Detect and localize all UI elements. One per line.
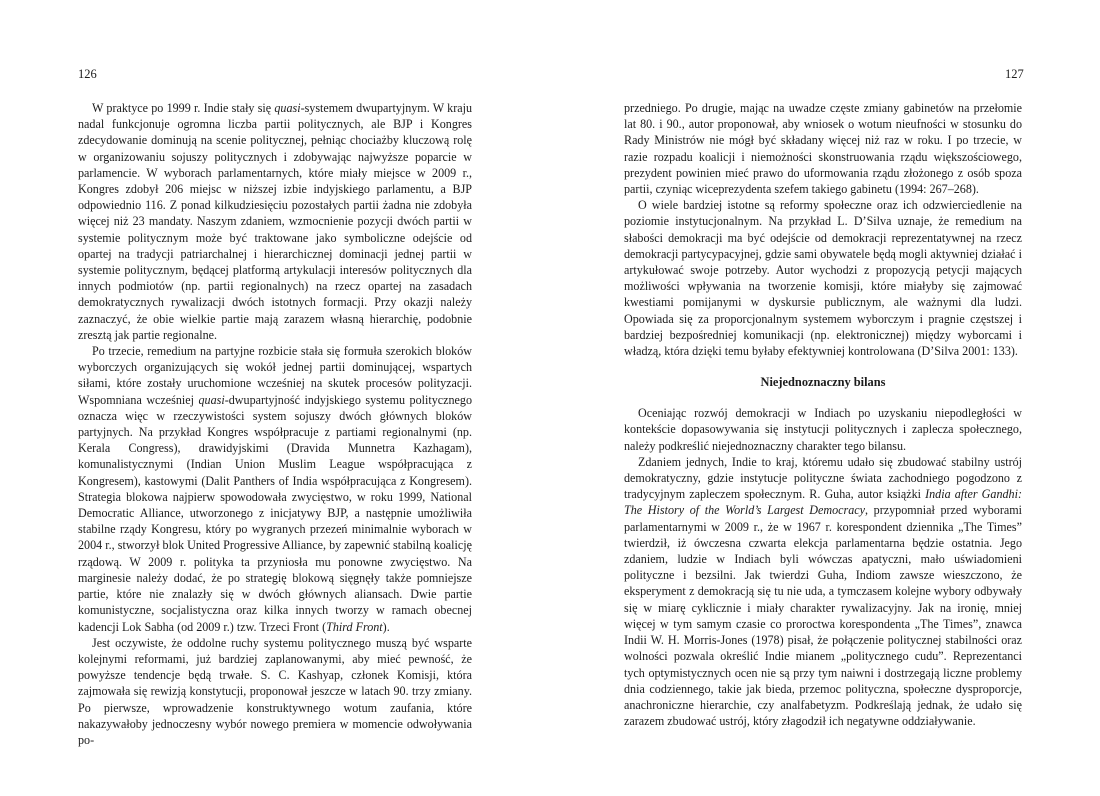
italic-phrase: India after Gandhi: The History of the World’s Largest Democracy bbox=[624, 487, 1022, 518]
paragraph: O wiele bardziej istotne są reformy społeczne oraz ich odzwierciedlenie na poziomie instytucjonalnym. Na przykład L. D’Silva uznaje, że remedium na słabości demokracji ma być odejście od demokracji reprezentatywnej na rzecz demokracji partycypacyjnej, gdzie sami obywatele będą mogli aktywniej działać i artykułować swoje potrzeby. Autor wychodzi z propozycją petycji mających możliwości wpływania na tworzenie komisji, które miałyby się zajmować kwestiami pomijanymi w dyskursie publicznym, ale ważnymi dla ludzi. Opowiada się za proporcjonalnym systemem wyborczym i pragnie częstszej i bardziej bezpośredniej komunikacji (np. elektronicznej) między wyborcami i władzą, która dzięki temu byłaby efektywniej kontrolowana (D’Silva 2001: 133). bbox=[624, 198, 1022, 359]
section-heading: Niejednoznaczny bilans bbox=[760, 375, 886, 390]
left-page-body bbox=[78, 100, 472, 748]
italic-phrase: Third Front bbox=[326, 619, 383, 634]
paragraph: W praktyce po 1999 r. Indie stały się quasi-systemem dwupartyjnym. W kraju nadal funkcjonuje ogromna liczba partii politycznych, ale BJP i Kongres zdecydowanie dominują na scenie politycznej, pełniąc chociażby kluczową rolę w organizowaniu sojuszy politycznych i zdobywając najwyższe poparcie w parlamencie. W wyborach parlamentarnych, które miały miejsce w 2009 r., Kongres zdobył 206 miejsc w niższej izbie indyjskiego parlamentu, a BJP odpowiednio 116. Z ponad kilkudziesięciu pozostałych partii żadna nie zdobyła więcej niż 23 mandaty. Naszym zdaniem, wzmocnienie pozycji dwóch partii w systemie politycznym może być traktowane jako symboliczne odejście od opartej na tradycji patriarchalnej i hierarchicznej dominacji jednej partii w systemie politycznym, będącej platformą artykulacji interesów politycznych dla innych podmiotów (np. partii regionalnych) na rzecz opartej na zasadach demokratycznych rywalizacji dwóch istotnych formacji. Przy okazji należy zaznaczyć, że obie wielkie partie mają zarazem własną hierarchię, podobnie zresztą jak partie regionalne. bbox=[78, 101, 472, 342]
page-number-right: 127 bbox=[1005, 67, 1024, 81]
paragraph: Po trzecie, remedium na partyjne rozbicie stała się formuła szerokich bloków wyborczych organizujących się wokół jednej partii dominującej, wspartych siłami, które zostały uruchomione wcześniej na skutek procesów polityzacji. Wspomniana wcześniej quasi-dwupartyjność indyjskiego systemu politycznego oznacza więc w rzeczywistości system sojuszy dwóch głównych bloków partyjnych. Na przykład Kongres współpracuje z partiami regionalnymi (np. Kerala Congress), drawidyjskimi (Dravida Munnetra Kazhagam), komunalistycznymi (Indian Union Muslim League współpracująca z Kongresem), kastowymi (Dalit Panthers of India współpracująca z Kongresem). Strategia blokowa najpierw spowodowała zwycięstwo, w roku 1999, National Democratic Alliance, utworzonego z inicjatywy BJP, a następnie umożliwiła stabilne rządy Kongresu, który po wygranych przezeń minimalnie wyborach w 2004 r., stworzył blok United Progressive Alliance, by zapewnić stabilną koalicję rządową. W 2009 r. polityka ta przyniosła mu ponowne zwycięstwo. Na marginesie należy dodać, że po strategię blokową sięgnęły także pomniejsze partie, które nie znalazły się w dwóch głównych aliansach. Dwie partie komunistyczne, socjalistyczna oraz kilka innych tworzy w ramach obecnej kadencji Lok Sabha (od 2009 r.) tzw. Trzeci Front (Third Front). bbox=[78, 344, 472, 634]
paragraph: Zdaniem jednych, Indie to kraj, któremu udało się zbudować stabilny ustrój demokratyczny, gdzie instytucje polityczne świata zachodniego pogodzono z tradycyjnym zapleczem społecznym. R. Guha, autor książki India after Gandhi: The History of the World’s Largest Democracy, przypomniał przed wyborami parlamentarnymi w 2009 r., że w 1967 r. korespondent dziennika „The Times” twierdził, iż ówczesna czwarta elekcja parlamentarna będzie ostatnia. Jego zdaniem, ludzie w Indiach byli wówczas apatyczni, mało uświadomieni polityczne i bezsilni. Jak twierdzi Guha, Indiom zawsze wieszczono, że eksperyment z demokracją się tu nie uda, a tymczasem kolejne wybory odbywały się w miarę cyklicznie i miały charakter rywalizacyjny. Jak na ironię, mniej więcej w tym samym czasie co proroctwa korespondenta „The Times”, znawca Indii W. H. Morris-Jones (1978) pisał, że połączenie politycznej stabilności oraz wolności pozwala określić Indie mianem „politycznego cudu”. Reprezentanci tych optymistycznych ocen nie są przy tym naiwni i dostrzegają liczne problemy dnia codziennego, takie jak bieda, przemoc polityczna, społeczne dysproporcje, anachroniczne hierarchie, czy analfabetyzm. Podkreślają jednak, że udało się zarazem zbudować ustrój, który złagodził ich negatywne oddziaływanie. bbox=[624, 454, 1022, 729]
page-number-left: 126 bbox=[78, 67, 97, 81]
italic-phrase: quasi bbox=[274, 101, 301, 115]
italic-phrase: quasi bbox=[198, 392, 225, 407]
paragraph: Oceniając rozwój demokracji w Indiach po uzyskaniu niepodległości w kontekście dopasowywania się instytucji politycznych i zaplecza społecznego, należy podkreślić niejednoznaczny charakter tego bilansu. bbox=[624, 406, 1022, 453]
paragraph: Jest oczywiste, że oddolne ruchy systemu politycznego muszą być wsparte kolejnymi reformami, już bardziej zaplanowanymi, aby mieć pewność, że powyższe tendencje będą trwałe. S. C. Kashyap, członek Komisji, która zajmowała się rewizją konstytucji, proponował jeszcze w latach 90. trzy zmiany. Po pierwsze, wprowadzenie konstruktywnego wotum zaufania, które nakazywałoby jednoczesny wybór nowego premiera w momencie odwoływania po- bbox=[78, 635, 472, 747]
right-page-body bbox=[624, 100, 1022, 729]
paragraph: przedniego. Po drugie, mając na uwadze częste zmiany gabinetów na przełomie lat 80. i 90., autor proponował, aby wniosek o wotum nieufności w stosunku do Rady Ministrów nie mógł być składany więcej niż raz w roku. I po trzecie, w razie rozpadu koalicji i niemożności skonstruowania rządu większościowego, prezydent powinien mieć prawo do uformowania rządu złożonego z osób spoza partii, czyniąc wiceprezydenta szefem takiego gabinetu (1994: 267–268). bbox=[624, 101, 1022, 197]
